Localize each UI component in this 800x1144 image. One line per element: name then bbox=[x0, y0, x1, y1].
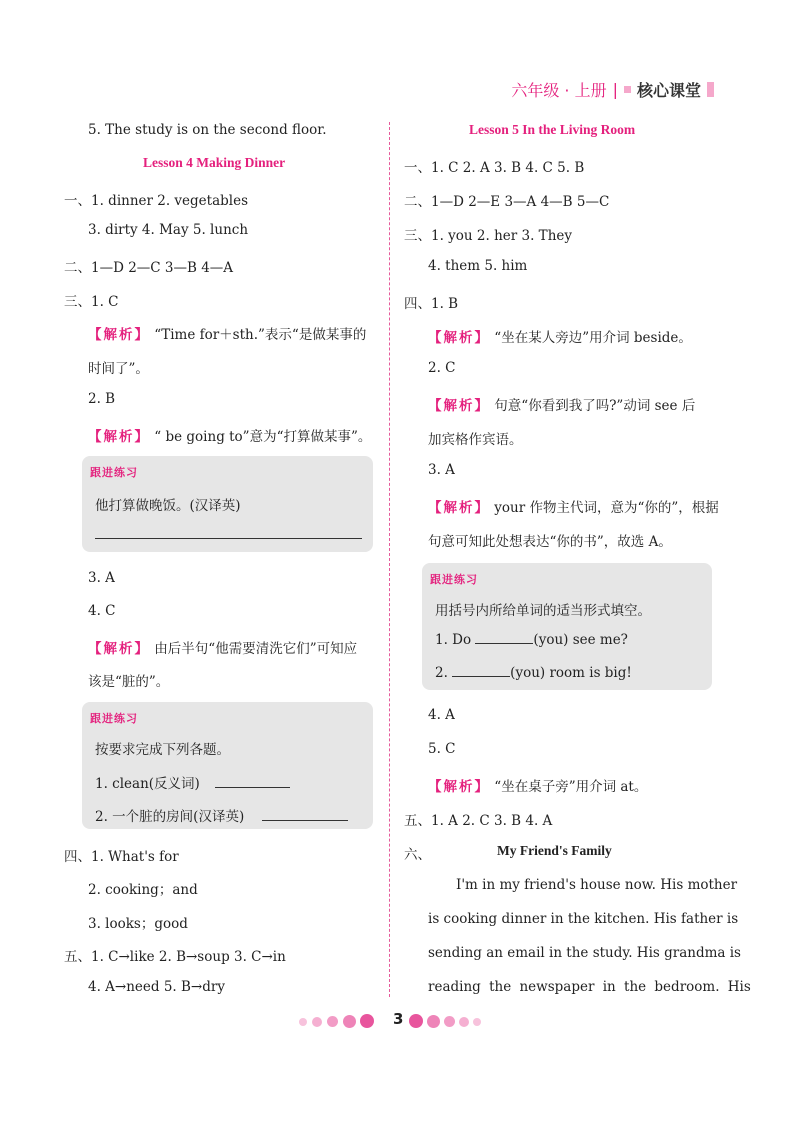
text-line: 5. C bbox=[428, 741, 456, 757]
dot-icon bbox=[409, 1014, 423, 1028]
practice-question bbox=[435, 631, 628, 648]
text-line: 3. A bbox=[88, 570, 115, 586]
story-title: My Friend's Family bbox=[497, 843, 612, 858]
analysis-text: 句意“你看到我了吗?”动词 see 后 bbox=[490, 398, 696, 414]
practice-box bbox=[82, 702, 373, 829]
text-line: 2. B bbox=[88, 391, 116, 407]
practice-instruction: 按要求完成下列各题。 bbox=[95, 742, 230, 758]
dot-icon bbox=[343, 1015, 356, 1028]
text-line: 一、1. dinner 2. vegetables bbox=[64, 193, 249, 209]
text-line: 二、1—D 2—C 3—B 4—A bbox=[64, 260, 234, 276]
answer-line[interactable] bbox=[95, 538, 362, 539]
text-line: 三、1. you 2. her 3. They bbox=[404, 228, 572, 244]
page-header bbox=[511, 78, 714, 101]
text-line: 五、1. A 2. C 3. B 4. A bbox=[404, 813, 553, 829]
page-number: 3 bbox=[393, 1010, 404, 1028]
text-line: 2. C bbox=[428, 360, 456, 376]
practice-box bbox=[82, 456, 373, 552]
analysis-tag: 【解析】 bbox=[88, 429, 150, 445]
dot-icon bbox=[299, 1018, 307, 1026]
analysis-text: “Time for＋sth.”表示“是做某事的 bbox=[150, 327, 367, 343]
analysis-tag: 【解析】 bbox=[88, 327, 150, 343]
text-line: 5. The study is on the second floor. bbox=[88, 122, 327, 138]
practice-instruction: 用括号内所给单词的适当形式填空。 bbox=[435, 603, 651, 619]
practice-question: 1. clean(反义词) bbox=[95, 776, 200, 792]
header-square-icon bbox=[624, 86, 631, 93]
practice-question: 他打算做晚饭。(汉译英) bbox=[95, 498, 241, 514]
analysis-line bbox=[88, 323, 366, 343]
dot-icon bbox=[427, 1015, 440, 1028]
analysis-line bbox=[428, 326, 692, 346]
dot-icon bbox=[360, 1014, 374, 1028]
answer-line[interactable] bbox=[215, 787, 290, 788]
question-text: (you) room is big! bbox=[510, 665, 632, 681]
dot-icon bbox=[327, 1016, 338, 1027]
analysis-line bbox=[88, 637, 357, 657]
dot-icon bbox=[459, 1017, 469, 1027]
lesson-4-title: Lesson 4 Making Dinner bbox=[143, 155, 286, 170]
analysis-line bbox=[428, 496, 719, 516]
analysis-text: “坐在某人旁边”用介词 beside。 bbox=[490, 330, 692, 346]
text-line: 加宾格作宾语。 bbox=[428, 432, 523, 448]
text-line: 三、1. C bbox=[64, 294, 119, 310]
answer-blank[interactable] bbox=[475, 631, 533, 644]
paragraph-line: reading the newspaper in the bedroom. His bbox=[428, 979, 751, 995]
text-line: 一、1. C 2. A 3. B 4. C 5. B bbox=[404, 160, 585, 176]
text-line: 四、1. B bbox=[404, 296, 459, 312]
text-line: 4. A bbox=[428, 707, 455, 723]
dot-icon bbox=[473, 1018, 481, 1026]
analysis-text: your 作物主代词，意为“你的”，根据 bbox=[490, 500, 719, 516]
text-line: 3. A bbox=[428, 462, 455, 478]
text-line: 时间了”。 bbox=[88, 361, 149, 377]
column-divider bbox=[389, 122, 390, 997]
text-line: 该是“脏的”。 bbox=[88, 674, 170, 690]
paragraph-line: I'm in my friend's house now. His mother bbox=[456, 877, 738, 893]
question-text: 1. Do bbox=[435, 632, 476, 648]
dot-icon bbox=[444, 1016, 455, 1027]
text-line: 五、1. C→like 2. B→soup 3. C→in bbox=[64, 949, 286, 965]
analysis-text: 由后半句“他需要清洗它们”可知应 bbox=[150, 641, 358, 657]
text-line: 4. them 5. him bbox=[428, 258, 528, 274]
header-separator: | bbox=[612, 80, 618, 99]
brand-label: 核心课堂 bbox=[636, 81, 701, 100]
practice-box bbox=[422, 563, 712, 690]
text-line: 2. cooking；and bbox=[88, 882, 198, 898]
dot-icon bbox=[312, 1017, 322, 1027]
text-line: 4. C bbox=[88, 603, 116, 619]
question-text: (you) see me? bbox=[533, 632, 628, 648]
analysis-tag: 【解析】 bbox=[428, 398, 490, 414]
text-line: 句意可知此处想表达“你的书”，故选 A。 bbox=[428, 534, 672, 550]
analysis-text: “坐在桌子旁”用介词 at。 bbox=[490, 779, 648, 795]
answer-line[interactable] bbox=[262, 820, 348, 821]
header-bar-icon bbox=[707, 82, 714, 97]
text-line: 二、1—D 2—E 3—A 4—B 5—C bbox=[404, 194, 610, 210]
analysis-tag: 【解析】 bbox=[88, 641, 150, 657]
analysis-line bbox=[428, 775, 647, 795]
lesson-5-title: Lesson 5 In the Living Room bbox=[469, 122, 636, 137]
text-line: 六、 bbox=[404, 847, 431, 863]
paragraph-line: is cooking dinner in the kitchen. His father is bbox=[428, 911, 739, 927]
question-text: 2. bbox=[435, 665, 453, 681]
practice-tag: 跟进练习 bbox=[430, 573, 478, 586]
paragraph-line: sending an email in the study. His grandma is bbox=[428, 945, 741, 961]
text-line: 四、1. What's for bbox=[64, 849, 179, 865]
analysis-tag: 【解析】 bbox=[428, 779, 490, 795]
practice-tag: 跟进练习 bbox=[90, 712, 138, 725]
grade-label: 六年级 · 上册 bbox=[511, 81, 607, 100]
practice-question: 2. 一个脏的房间(汉译英) bbox=[95, 809, 245, 825]
analysis-tag: 【解析】 bbox=[428, 500, 490, 516]
text-line: 3. looks；good bbox=[88, 916, 188, 932]
analysis-line bbox=[428, 394, 695, 414]
analysis-text: “ be going to”意为“打算做某事”。 bbox=[150, 429, 372, 445]
answer-blank[interactable] bbox=[452, 664, 510, 677]
text-line: 4. A→need 5. B→dry bbox=[88, 979, 225, 995]
analysis-tag: 【解析】 bbox=[428, 330, 490, 346]
practice-tag: 跟进练习 bbox=[90, 466, 138, 479]
text-line: 3. dirty 4. May 5. lunch bbox=[88, 222, 249, 238]
analysis-line bbox=[88, 425, 371, 445]
practice-question bbox=[435, 664, 632, 681]
